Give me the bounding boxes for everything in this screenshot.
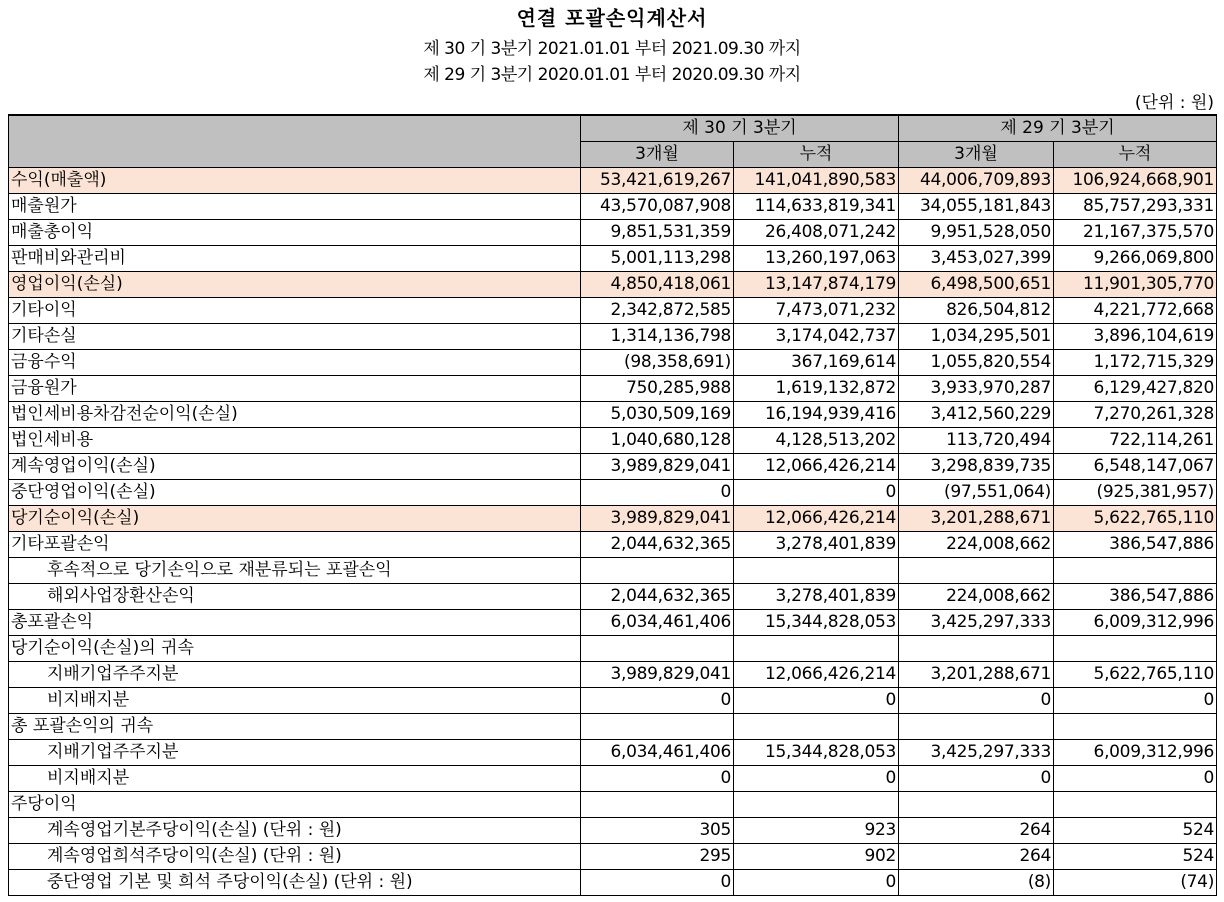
value-cell: [734, 714, 899, 740]
value-cell: 11,901,305,770: [1054, 272, 1217, 298]
value-cell: 524: [1054, 844, 1217, 870]
row-label: 기타손실: [9, 324, 581, 350]
value-cell: 0: [734, 870, 899, 896]
table-row: [9, 324, 1217, 350]
row-label: 기타이익: [9, 298, 581, 324]
value-cell: 3,174,042,737: [734, 324, 899, 350]
row-label: 법인세비용차감전순이익(손실): [9, 402, 581, 428]
table-row: [9, 454, 1217, 480]
value-cell: 1,314,136,798: [581, 324, 734, 350]
row-label: 금융수익: [9, 350, 581, 376]
value-cell: (98,358,691): [581, 350, 734, 376]
value-cell: 12,066,426,214: [734, 454, 899, 480]
value-cell: 386,547,886: [1054, 532, 1217, 558]
value-cell: 0: [899, 766, 1054, 792]
value-cell: 524: [1054, 818, 1217, 844]
value-cell: 3,201,288,671: [899, 506, 1054, 532]
value-cell: 750,285,988: [581, 376, 734, 402]
value-cell: 15,344,828,053: [734, 740, 899, 766]
value-cell: (925,381,957): [1054, 480, 1217, 506]
table-row: [9, 480, 1217, 506]
value-cell: 16,194,939,416: [734, 402, 899, 428]
value-cell: 85,757,293,331: [1054, 194, 1217, 220]
value-cell: [581, 636, 734, 662]
table-row: [9, 506, 1217, 532]
value-cell: 12,066,426,214: [734, 506, 899, 532]
table-row: [9, 766, 1217, 792]
value-cell: 4,221,772,668: [1054, 298, 1217, 324]
value-cell: 141,041,890,583: [734, 168, 899, 194]
value-cell: 0: [1054, 688, 1217, 714]
row-label: 비지배지분: [9, 766, 581, 792]
value-cell: 3,896,104,619: [1054, 324, 1217, 350]
value-cell: 5,622,765,110: [1054, 662, 1217, 688]
value-cell: 0: [734, 688, 899, 714]
value-cell: 367,169,614: [734, 350, 899, 376]
value-cell: 1,619,132,872: [734, 376, 899, 402]
value-cell: 12,066,426,214: [734, 662, 899, 688]
value-cell: 224,008,662: [899, 532, 1054, 558]
table-row: [9, 740, 1217, 766]
value-cell: 26,408,071,242: [734, 220, 899, 246]
value-cell: 53,421,619,267: [581, 168, 734, 194]
row-label: 총 포괄손익의 귀속: [9, 714, 581, 740]
value-cell: 2,044,632,365: [581, 532, 734, 558]
sub-header: 3개월: [581, 142, 734, 168]
value-cell: 1,055,820,554: [899, 350, 1054, 376]
value-cell: 2,342,872,585: [581, 298, 734, 324]
row-label: 판매비와관리비: [9, 246, 581, 272]
value-cell: [734, 636, 899, 662]
value-cell: 264: [899, 844, 1054, 870]
value-cell: [899, 714, 1054, 740]
sub-header: 3개월: [899, 142, 1054, 168]
table-row: [9, 610, 1217, 636]
value-cell: 6,129,427,820: [1054, 376, 1217, 402]
value-cell: 0: [899, 688, 1054, 714]
table-row: [9, 662, 1217, 688]
row-label: 지배기업주주지분: [9, 662, 581, 688]
value-cell: 826,504,812: [899, 298, 1054, 324]
value-cell: 6,009,312,996: [1054, 610, 1217, 636]
row-label: 총포괄손익: [9, 610, 581, 636]
row-label: 수익(매출액): [9, 168, 581, 194]
value-cell: 3,201,288,671: [899, 662, 1054, 688]
table-row: [9, 844, 1217, 870]
value-cell: 2,044,632,365: [581, 584, 734, 610]
value-cell: 386,547,886: [1054, 584, 1217, 610]
value-cell: [734, 558, 899, 584]
value-cell: [899, 792, 1054, 818]
table-row: [9, 792, 1217, 818]
value-cell: 6,009,312,996: [1054, 740, 1217, 766]
table-row: [9, 532, 1217, 558]
value-cell: 13,260,197,063: [734, 246, 899, 272]
table-row: [9, 246, 1217, 272]
table-row: [9, 870, 1217, 896]
value-cell: 7,270,261,328: [1054, 402, 1217, 428]
table-row: [9, 558, 1217, 584]
period-current: 제 30 기 3분기 2021.01.01 부터 2021.09.30 까지: [423, 39, 801, 59]
value-cell: 1,172,715,329: [1054, 350, 1217, 376]
table-row: [9, 168, 1217, 194]
sub-header: 누적: [1054, 142, 1217, 168]
sub-header: 누적: [734, 142, 899, 168]
income-statement-table: [8, 114, 1217, 896]
value-cell: 6,548,147,067: [1054, 454, 1217, 480]
value-cell: (8): [899, 870, 1054, 896]
table-row: [9, 298, 1217, 324]
value-cell: [734, 792, 899, 818]
table-row: [9, 714, 1217, 740]
value-cell: 4,128,513,202: [734, 428, 899, 454]
value-cell: [1054, 558, 1217, 584]
value-cell: [899, 558, 1054, 584]
value-cell: 44,006,709,893: [899, 168, 1054, 194]
value-cell: 923: [734, 818, 899, 844]
row-label: 계속영업이익(손실): [9, 454, 581, 480]
value-cell: 1,040,680,128: [581, 428, 734, 454]
value-cell: 114,633,819,341: [734, 194, 899, 220]
value-cell: 3,989,829,041: [581, 506, 734, 532]
value-cell: 0: [581, 870, 734, 896]
row-label: 지배기업주주지분: [9, 740, 581, 766]
value-cell: 43,570,087,908: [581, 194, 734, 220]
label-column-header: [9, 115, 581, 168]
table-row: [9, 818, 1217, 844]
value-cell: 3,989,829,041: [581, 662, 734, 688]
value-cell: 3,425,297,333: [899, 610, 1054, 636]
table-row: [9, 428, 1217, 454]
value-cell: 1,034,295,501: [899, 324, 1054, 350]
table-body: [9, 168, 1217, 896]
table-row: [9, 402, 1217, 428]
value-cell: [1054, 714, 1217, 740]
value-cell: 0: [734, 766, 899, 792]
value-cell: 305: [581, 818, 734, 844]
period-prior: 제 29 기 3분기 2020.01.01 부터 2020.09.30 까지: [423, 65, 801, 85]
value-cell: 5,030,509,169: [581, 402, 734, 428]
value-cell: [1054, 792, 1217, 818]
value-cell: 3,425,297,333: [899, 740, 1054, 766]
value-cell: [581, 714, 734, 740]
value-cell: [581, 558, 734, 584]
value-cell: 21,167,375,570: [1054, 220, 1217, 246]
row-label: 중단영업 기본 및 희석 주당이익(손실) (단위 : 원): [9, 870, 581, 896]
value-cell: 5,001,113,298: [581, 246, 734, 272]
row-label: 후속적으로 당기손익으로 재분류되는 포괄손익: [9, 558, 581, 584]
value-cell: 7,473,071,232: [734, 298, 899, 324]
value-cell: 0: [581, 480, 734, 506]
value-cell: [899, 636, 1054, 662]
value-cell: 902: [734, 844, 899, 870]
table-row: [9, 350, 1217, 376]
value-cell: 0: [581, 766, 734, 792]
value-cell: [581, 792, 734, 818]
value-cell: 0: [734, 480, 899, 506]
row-label: 법인세비용: [9, 428, 581, 454]
row-label: 금융원가: [9, 376, 581, 402]
value-cell: 9,851,531,359: [581, 220, 734, 246]
value-cell: 106,924,668,901: [1054, 168, 1217, 194]
row-label: 계속영업기본주당이익(손실) (단위 : 원): [9, 818, 581, 844]
value-cell: 3,933,970,287: [899, 376, 1054, 402]
row-label: 주당이익: [9, 792, 581, 818]
value-cell: (97,551,064): [899, 480, 1054, 506]
value-cell: 3,298,839,735: [899, 454, 1054, 480]
row-label: 기타포괄손익: [9, 532, 581, 558]
value-cell: 3,989,829,041: [581, 454, 734, 480]
value-cell: 13,147,874,179: [734, 272, 899, 298]
value-cell: 6,034,461,406: [581, 610, 734, 636]
row-label: 비지배지분: [9, 688, 581, 714]
value-cell: [1054, 636, 1217, 662]
value-cell: 295: [581, 844, 734, 870]
table-row: [9, 220, 1217, 246]
table-row: [9, 194, 1217, 220]
statement-title: 연결 포괄손익계산서: [516, 6, 708, 30]
table-row: [9, 376, 1217, 402]
row-label: 영업이익(손실): [9, 272, 581, 298]
row-label: 당기순이익(손실)의 귀속: [9, 636, 581, 662]
value-cell: 3,278,401,839: [734, 532, 899, 558]
row-label: 매출총이익: [9, 220, 581, 246]
value-cell: 6,498,500,651: [899, 272, 1054, 298]
value-cell: 15,344,828,053: [734, 610, 899, 636]
value-cell: 224,008,662: [899, 584, 1054, 610]
value-cell: 3,278,401,839: [734, 584, 899, 610]
value-cell: 34,055,181,843: [899, 194, 1054, 220]
value-cell: 5,622,765,110: [1054, 506, 1217, 532]
value-cell: 9,951,528,050: [899, 220, 1054, 246]
unit-label: (단위 : 원): [1134, 93, 1214, 113]
value-cell: 3,412,560,229: [899, 402, 1054, 428]
value-cell: 264: [899, 818, 1054, 844]
table-row: [9, 584, 1217, 610]
value-cell: 9,266,069,800: [1054, 246, 1217, 272]
group-header-prior: 제 29 기 3분기: [899, 115, 1217, 142]
value-cell: 113,720,494: [899, 428, 1054, 454]
value-cell: 0: [581, 688, 734, 714]
row-label: 계속영업희석주당이익(손실) (단위 : 원): [9, 844, 581, 870]
table-row: [9, 272, 1217, 298]
row-label: 중단영업이익(손실): [9, 480, 581, 506]
table-row: [9, 688, 1217, 714]
value-cell: 6,034,461,406: [581, 740, 734, 766]
row-label: 해외사업장환산손익: [9, 584, 581, 610]
row-label: 매출원가: [9, 194, 581, 220]
value-cell: 3,453,027,399: [899, 246, 1054, 272]
value-cell: 0: [1054, 766, 1217, 792]
value-cell: 4,850,418,061: [581, 272, 734, 298]
group-header-current: 제 30 기 3분기: [581, 115, 899, 142]
value-cell: (74): [1054, 870, 1217, 896]
row-label: 당기순이익(손실): [9, 506, 581, 532]
table-row: [9, 636, 1217, 662]
value-cell: 722,114,261: [1054, 428, 1217, 454]
